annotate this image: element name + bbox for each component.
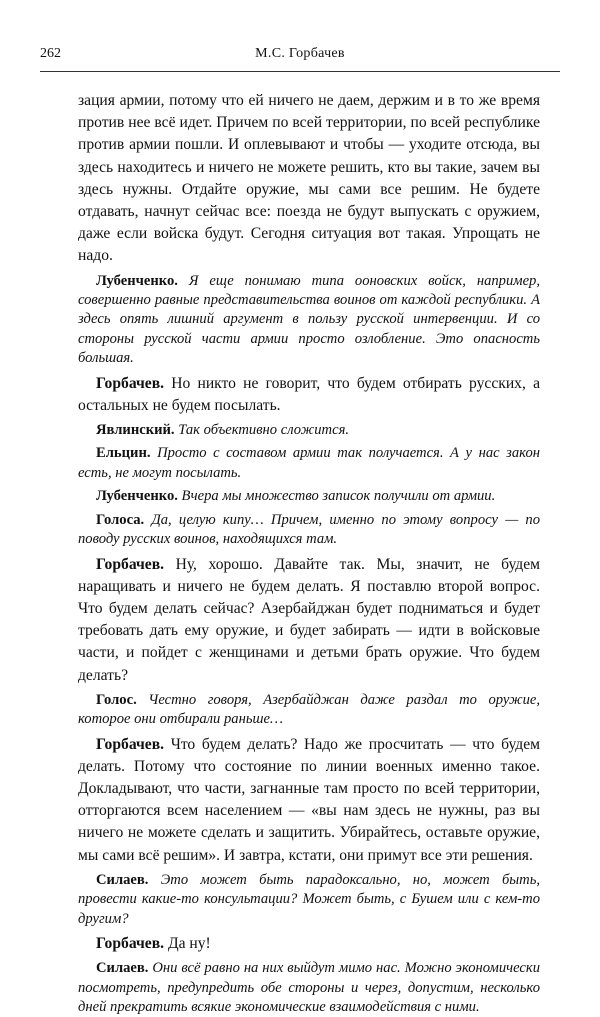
remark-silaev <box>78 871 540 929</box>
remark-yavlinsky <box>78 421 540 440</box>
paragraph-continuation <box>78 90 540 268</box>
speaker-name: Силаев. <box>96 871 149 888</box>
remark-text: Да, целую кипу… Причем, именно по этому вопросу — по поводу русских воинов, находящихся там. <box>78 511 540 548</box>
remark-gorbachev <box>78 734 540 867</box>
speaker-name: Горбачев. <box>96 374 165 392</box>
speaker-name: Лубенченко. <box>96 488 178 505</box>
running-title: М.С. Горбачев <box>255 46 345 61</box>
remark-text: Это может быть парадоксально, но, может быть, провести какие-то консультации? Может быть, с Бушем или с кем-то другим? <box>78 871 540 927</box>
header-rule <box>40 71 560 72</box>
page-header <box>40 40 560 64</box>
page-body <box>78 90 540 1017</box>
remark-voices <box>78 511 540 550</box>
remark-text: Что будем делать? Надо же просчитать — что будем делать. Потому что состояние по линии военных именно такое. Докладывают, что части, загнанные там просто по всей территории, отторгаются всем населением — «вы нам здесь не нужны, раз вы ничего не можете сделать и защитить. Убирайтесь, оставьте оружие, мы сами всё решим». И завтра, кстати, они примут все эти решения. <box>78 735 540 864</box>
remark-text: Просто с составом армии так получается. А у нас закон есть, не могут посылать. <box>78 445 540 481</box>
remark-text: Я еще понимаю типа оонoвских войск, например, совершенно равные представительства воинов от каждой республики. А здесь опять лишний аргумент в пользу русской интервенции. И со стороны русской части армии просто озлобление. Это опасность большая. <box>78 272 540 367</box>
speaker-name: Силаев. <box>96 960 149 977</box>
remark-text: Но никто не говорит, что будем отбирать русских, а остальных не будем посылать. <box>78 374 540 414</box>
remark-silaev <box>78 959 540 1017</box>
speaker-name: Горбачев. <box>96 735 165 753</box>
remark-gorbachev <box>78 554 540 687</box>
remark-yeltsin <box>78 444 540 483</box>
speaker-name: Голос. <box>96 691 137 708</box>
speaker-name: Голоса. <box>96 511 145 528</box>
remark-text: Они всё равно на них выйдут мимо нас. Можно экономически посмотреть, предупредить обе стороны и через, допустим, несколько дней прекратить всякие экономические взаимодействия с ними. <box>78 960 540 1015</box>
speaker-name: Горбачев. <box>96 555 165 573</box>
remark-text: Так объективно сложится. <box>178 422 350 439</box>
remark-lubenchenko <box>78 272 540 369</box>
speaker-name: Горбачев. <box>96 934 165 952</box>
remark-text: Ну, хорошо. Давайте так. Мы, значит, не будем наращивать и ничего не будем делать. Я поставлю второй вопрос. Что будем делать сейчас? Азербайджан будет подниматься и будет требовать дать ему оружие, и будет забирать — идти в войсковые части, и пойдет с женщинами и детьми брать оружие. Что будем делать? <box>78 555 540 684</box>
remark-text: Да ну! <box>167 934 211 952</box>
speaker-name: Ельцин. <box>96 445 151 462</box>
remark-text: Честно говоря, Азербайджан даже раздал то оружие, которое они отбирали раньше… <box>78 691 540 728</box>
speaker-name: Явлинский. <box>96 422 175 439</box>
page-number: 262 <box>40 46 61 61</box>
remark-gorbachev <box>78 933 540 955</box>
remark-lubenchenko <box>78 487 540 506</box>
remark-gorbachev <box>78 373 540 417</box>
remark-text: Вчера мы множество записок получили от армии. <box>181 488 496 505</box>
remark-voice <box>78 691 540 730</box>
speaker-name: Лубенченко. <box>96 272 178 289</box>
paragraph-text: зация армии, потому что ей ничего не даем, держим и в то же время против нее всё идет. Причем по всей территории, по всей республике против армии пошли. И оплевывают и чтобы — уходите отсюда, вы здесь находитесь и ничего не можете решить, кто вы такие, зачем вы здесь нужны. Отдайте оружие, мы сами все решим. Не будете отдавать, начнут сейчас все: поезда не будут выпускать с оружием, даже если войска будут. Сегодня ситуация вот такая. Упрощать не надо. <box>78 92 540 265</box>
